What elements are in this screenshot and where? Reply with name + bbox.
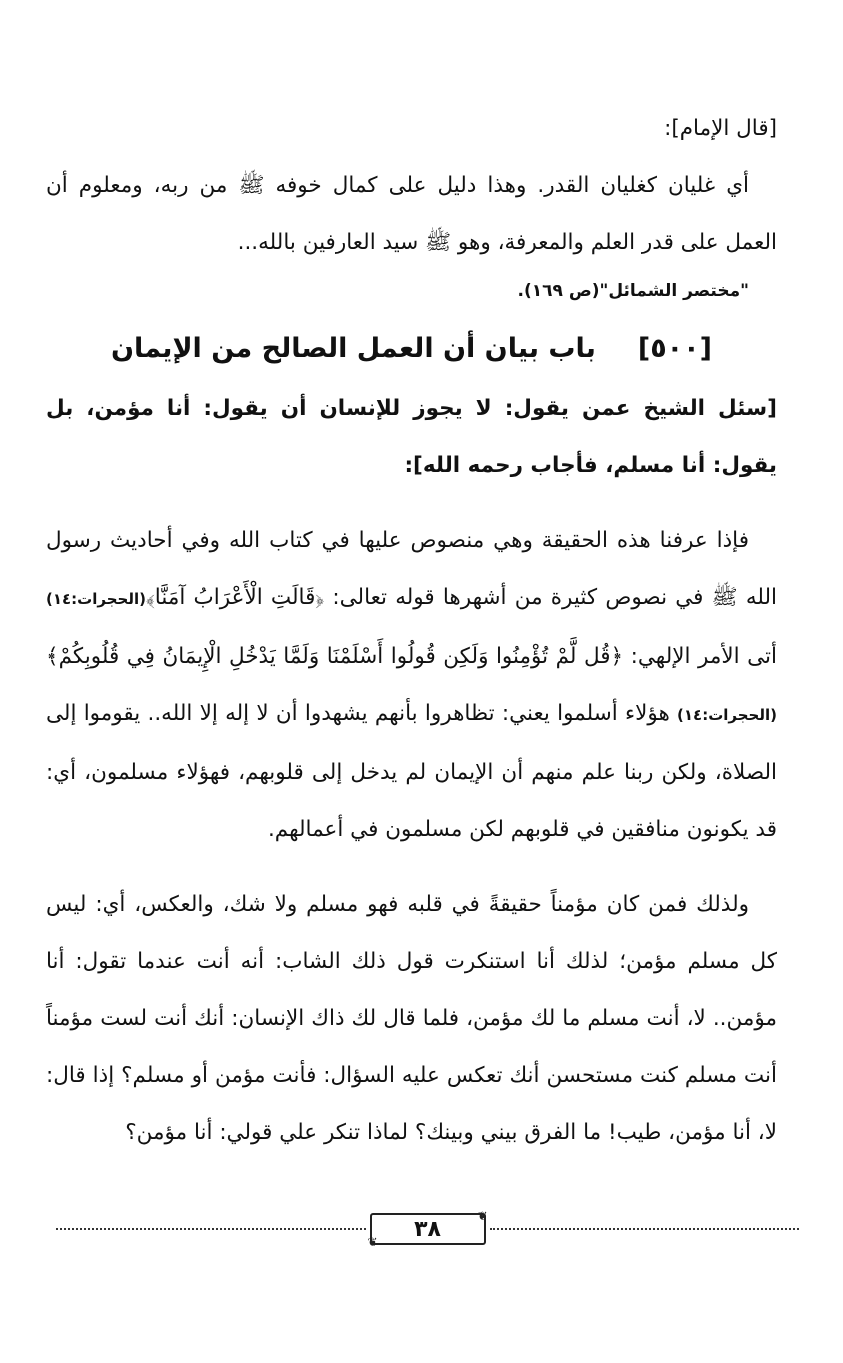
footer-dotted-rule-right	[490, 1228, 800, 1230]
chapter-number: [٥٠٠]	[637, 333, 712, 364]
paragraph-2-part-a: فإذا عرفنا هذه الحقيقة وهي منصوص عليها في كتاب الله وفي أحاديث رسول الله ﷺ في نصوص كثيرة من أشهرها قوله تعالى: ﴿قَالَتِ الْأَعْرَابُ آمَنَّا﴾	[46, 528, 777, 610]
footer-dotted-rule-left	[56, 1228, 366, 1230]
page-number-frame	[367, 1209, 488, 1249]
quran-ref-2: (الحجرات:١٤)	[677, 706, 777, 724]
speaker-label: [قال الإمام]:	[664, 116, 777, 141]
question-text: [سئل الشيخ عمن يقول: لا يجوز للإنسان أن يقول: أنا مؤمن، بل يقول: أنا مسلم، فأجاب رحمه الله]:	[46, 396, 777, 478]
paragraph-2-part-c: هؤلاء أسلموا يعني: تظاهروا بأنهم يشهدوا أن لا إله إلا الله.. يقوموا إلى الصلاة، ولكن ربنا علم منهم أن الإيمان لم يدخل إلى قلوبهم، فهؤلاء مسلمون، أي: قد يكونون منافقين في قلوبهم لكن مسلمون في أعمالهم.	[46, 701, 777, 842]
paragraph-3: ولذلك فمن كان مؤمناً حقيقةً في قلبه فهو مسلم ولا شك، والعكس، أي: ليس كل مسلم مؤمن؛ لذلك أنا استنكرت قول ذلك الشاب: أنه أنت عندما تقول: أنا مؤمن.. لا، أنت مسلم ما لك مؤمن، فلما قال لك ذاك الإنسان: أنك أنت لست مؤمناً أنت مسلم كنت مستحسن أنك تعكس عليه السؤال: فأنت مؤمن أو مسلم؟ إذا قال: لا، أنا مؤمن، طيب! ما الفرق بيني وبينك؟ لماذا تنكر علي قولي: أنا مؤمن؟	[46, 892, 777, 1145]
spacer	[46, 858, 777, 876]
paragraph-2	[46, 512, 777, 858]
page-footer	[56, 1209, 799, 1249]
page-body	[46, 100, 777, 1161]
source-reference: "مختصر الشمائل"(ص ١٦٩).	[517, 281, 749, 301]
paragraph-2-part-b: أتى الأمر الإلهي: ﴿قُل لَّمْ تُؤْمِنُوا وَلَكِن قُولُوا أَسْلَمْنَا وَلَمَّا يَدْخُلِ الْإِيمَانُ فِي قُلُوبِكُمْ﴾	[46, 644, 777, 669]
chapter-title: باب بيان أن العمل الصالح من الإيمان	[111, 333, 596, 364]
chapter-heading	[46, 333, 777, 364]
quran-ref-1: (الحجرات:١٤)	[46, 590, 146, 608]
page-number: ٣٨	[414, 1216, 441, 1242]
paragraph-1: أي غليان كغليان القدر. وهذا دليل على كمال خوفه ﷺ من ربه، ومعلوم أن العمل على قدر العلم والمعرفة، وهو ﷺ سيد العارفين بالله...	[46, 173, 777, 255]
spacer	[46, 494, 777, 512]
ornament-icon: ❦	[477, 1209, 488, 1223]
ornament-icon: ❦	[367, 1235, 378, 1249]
